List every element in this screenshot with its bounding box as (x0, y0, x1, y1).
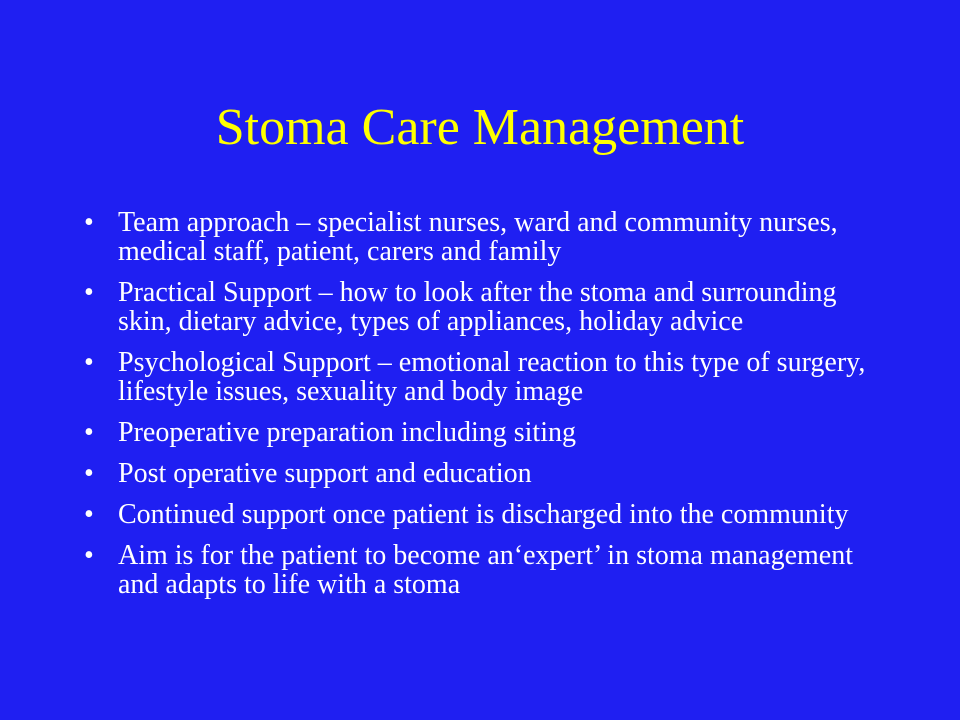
slide-title: Stoma Care Management (215, 99, 745, 156)
bullet-item-psychological-support (80, 348, 880, 406)
bullet-text: Preoperative preparation including siting (118, 417, 576, 448)
bullet-list (80, 208, 880, 611)
bullet-item-preoperative-preparation (80, 418, 880, 447)
bullet-item-continued-support (80, 500, 880, 529)
bullet-item-team-approach (80, 208, 880, 266)
bullet-item-practical-support (80, 278, 880, 336)
bullet-icon: • (84, 347, 94, 378)
bullet-text: Continued support once patient is discharged into the community (118, 499, 849, 530)
bullet-icon: • (84, 277, 94, 308)
bullet-icon: • (84, 417, 94, 448)
bullet-text: Psychological Support – emotional reaction to this type of surgery, lifestyle issues, sexuality and body image (118, 347, 866, 407)
bullet-text: Aim is for the patient to become an‘expert’ in stoma management and adapts to life with a stoma (118, 540, 854, 600)
bullet-icon: • (84, 499, 94, 530)
bullet-icon: • (84, 207, 94, 238)
bullet-text: Team approach – specialist nurses, ward and community nurses, medical staff, patient, carers and family (118, 207, 838, 267)
bullet-item-post-operative-support (80, 459, 880, 488)
bullet-item-aim (80, 541, 880, 599)
bullet-text: Post operative support and education (118, 458, 532, 489)
bullet-text: Practical Support – how to look after the stoma and surrounding skin, dietary advice, types of appliances, holiday advice (118, 277, 837, 337)
bullet-icon: • (84, 540, 94, 571)
bullet-icon: • (84, 458, 94, 489)
